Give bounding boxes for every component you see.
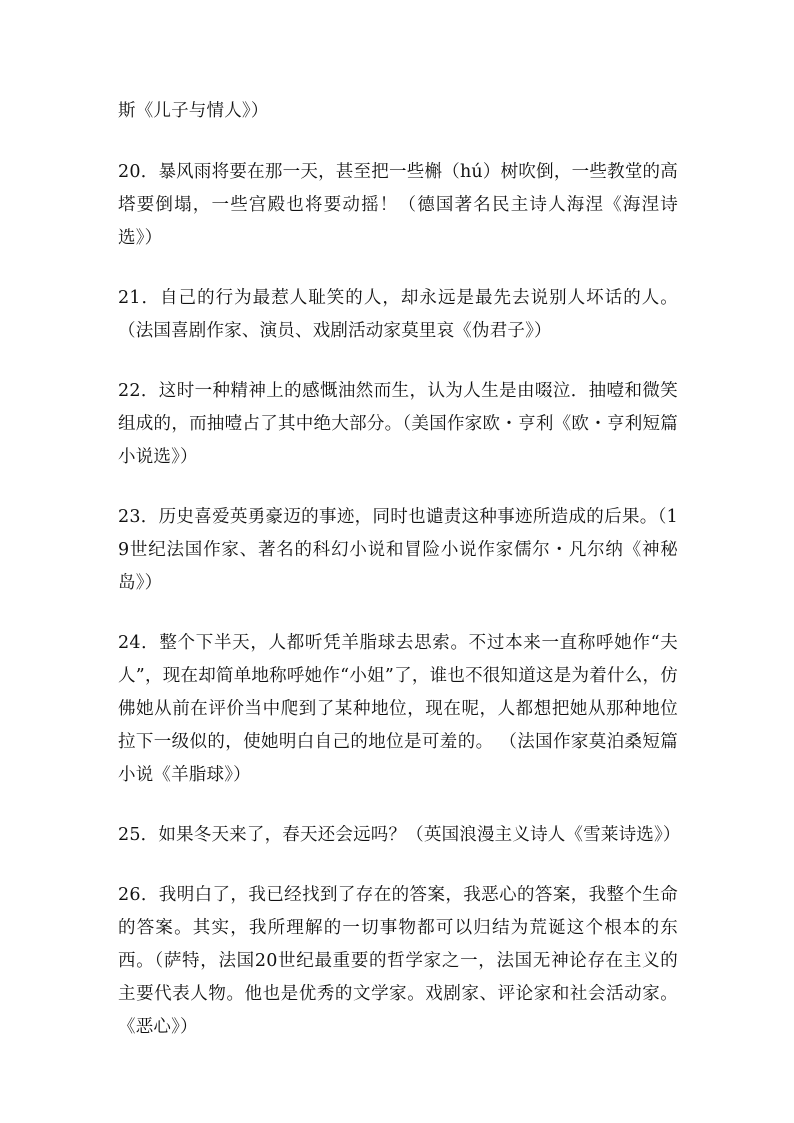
paragraph-quote-24: 24．整个下半天，人都听凭羊脂球去思索。不过本来一直称呼她作“夫人”，现在却简单地称呼她作“小姐”了，谁也不很知道这是为着什么，仿佛她从前在评价当中爬到了某种地位，现在呢，人都想把她从那种地位拉下一级似的，使她明白自己的地位是可羞的。 （法国作家莫泊桑短篇小说《羊脂球》）	[118, 633, 678, 785]
paragraph-continued: 斯《儿子与情人》）	[118, 101, 269, 121]
paragraph-quote-26: 26．我明白了，我已经找到了存在的答案，我恶心的答案，我整个生命的答案。其实，我所理解的一切事物都可以归结为荒诞这个根本的东西。（萨特，法国20世纪最重要的哲学家之一，法国无神论存在主义的主要代表人物。他也是优秀的文学家。戏剧家、评论家和社会活动家。《恶心》）	[118, 885, 678, 1037]
document-body	[118, 95, 681, 1071]
paragraph-quote-20: 20．暴风雨将要在那一天，甚至把一些槲（hú）树吹倒，一些教堂的高塔要倒塌，一些宫殿也将要动摇！（德国著名民主诗人海涅《海涅诗选》）	[118, 162, 678, 248]
paragraph-quote-23: 23．历史喜爱英勇豪迈的事迹，同时也谴责这种事迹所造成的后果。（19世纪法国作家、著名的科幻小说和冒险小说作家儒尔・凡尔纳《神秘岛》）	[118, 507, 678, 593]
paragraph-quote-25: 25．如果冬天来了，春天还会远吗？（英国浪漫主义诗人《雪莱诗选》）	[118, 825, 681, 845]
paragraph-quote-21: 21．自己的行为最惹人耻笑的人，却永远是最先去说别人坏话的人。（法国喜剧作家、演员、戏剧活动家莫里哀《伪君子》）	[118, 288, 678, 341]
paragraph-quote-22: 22．这时一种精神上的感慨油然而生，认为人生是由啜泣．抽噎和微笑组成的，而抽噎占了其中绝大部分。（美国作家欧・亨利《欧・亨利短篇小说选》）	[118, 381, 678, 467]
